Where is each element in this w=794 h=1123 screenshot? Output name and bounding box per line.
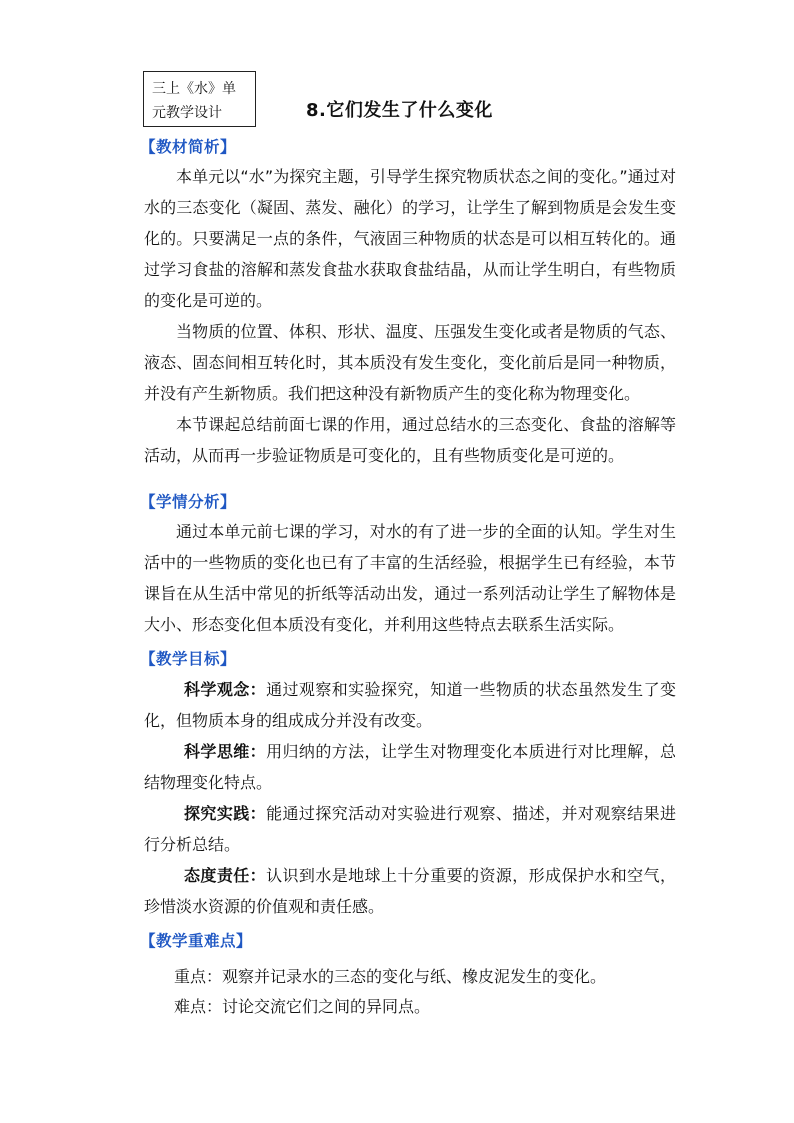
section-heading-keypoints: 【教学重难点】 [140, 932, 253, 950]
lesson-title: 8.它们发生了什么变化 [306, 100, 493, 121]
goal-science-thinking [144, 736, 676, 798]
unit-label-line1: 三上《水》单 [152, 81, 236, 97]
key-focus: 重点：观察并记录水的三态的变化与纸、橡皮泥发生的变化。 [174, 967, 607, 986]
goal-label: 态度责任： [184, 866, 267, 885]
section-heading-materials: 【教材简析】 [140, 138, 237, 156]
key-difficulty: 难点：讨论交流它们之间的异同点。 [174, 997, 431, 1016]
materials-paragraph-1: 本单元以“水”为探究主题，引导学生探究物质状态之间的变化。”通过对水的三态变化（凝固、蒸发、融化）的学习，让学生了解到物质是会发生变化的。只要满足一点的条件，气液固三种物质的状态是可以相互转化的。通过学习食盐的溶解和蒸发食盐水获取食盐结晶，从而让学生明白，有些物质的变化是可逆的。 [144, 167, 676, 310]
materials-paragraph-2: 当物质的位置、体积、形状、温度、压强发生变化或者是物质的气态、液态、固态间相互转化时，其本质没有发生变化，变化前后是同一种物质，并没有产生新物质。我们把这种没有新物质产生的变化称为物理变化。 [144, 322, 676, 403]
goal-text: 认识到水是地球上十分重要的资源，形成保护水和空气，珍惜淡水资源的价值观和责任感。 [144, 866, 676, 916]
unit-label-line2: 元教学设计 [152, 105, 222, 121]
goal-attitude-responsibility [144, 860, 676, 922]
goal-label: 科学观念： [184, 680, 267, 699]
unit-label-box [143, 71, 256, 127]
students-paragraph: 通过本单元前七课的学习，对水的有了进一步的全面的认知。学生对生活中的一些物质的变化也已有了丰富的生活经验，根据学生已有经验，本节课旨在从生活中常见的折纸等活动出发，通过一系列活动让学生了解物体是大小、形态变化但本质没有变化，并利用这些特点去联系生活实际。 [144, 522, 676, 634]
goal-inquiry-practice [144, 798, 676, 860]
section-heading-goals: 【教学目标】 [140, 650, 237, 668]
goal-text: 能通过探究活动对实验进行观察、描述，并对观察结果进行分析总结。 [144, 804, 676, 854]
goal-label: 科学思维： [184, 742, 267, 761]
goal-label: 探究实践： [184, 804, 267, 823]
materials-paragraph-3: 本节课起总结前面七课的作用，通过总结水的三态变化、食盐的溶解等活动，从而再一步验证物质是可变化的，且有些物质变化是可逆的。 [144, 415, 676, 465]
goal-text: 用归纳的方法，让学生对物理变化本质进行对比理解，总结物理变化特点。 [144, 742, 676, 792]
goal-science-concept [144, 674, 676, 736]
goal-text: 通过观察和实验探究，知道一些物质的状态虽然发生了变化，但物质本身的组成成分并没有改变。 [144, 680, 676, 730]
section-heading-students: 【学情分析】 [140, 493, 237, 511]
